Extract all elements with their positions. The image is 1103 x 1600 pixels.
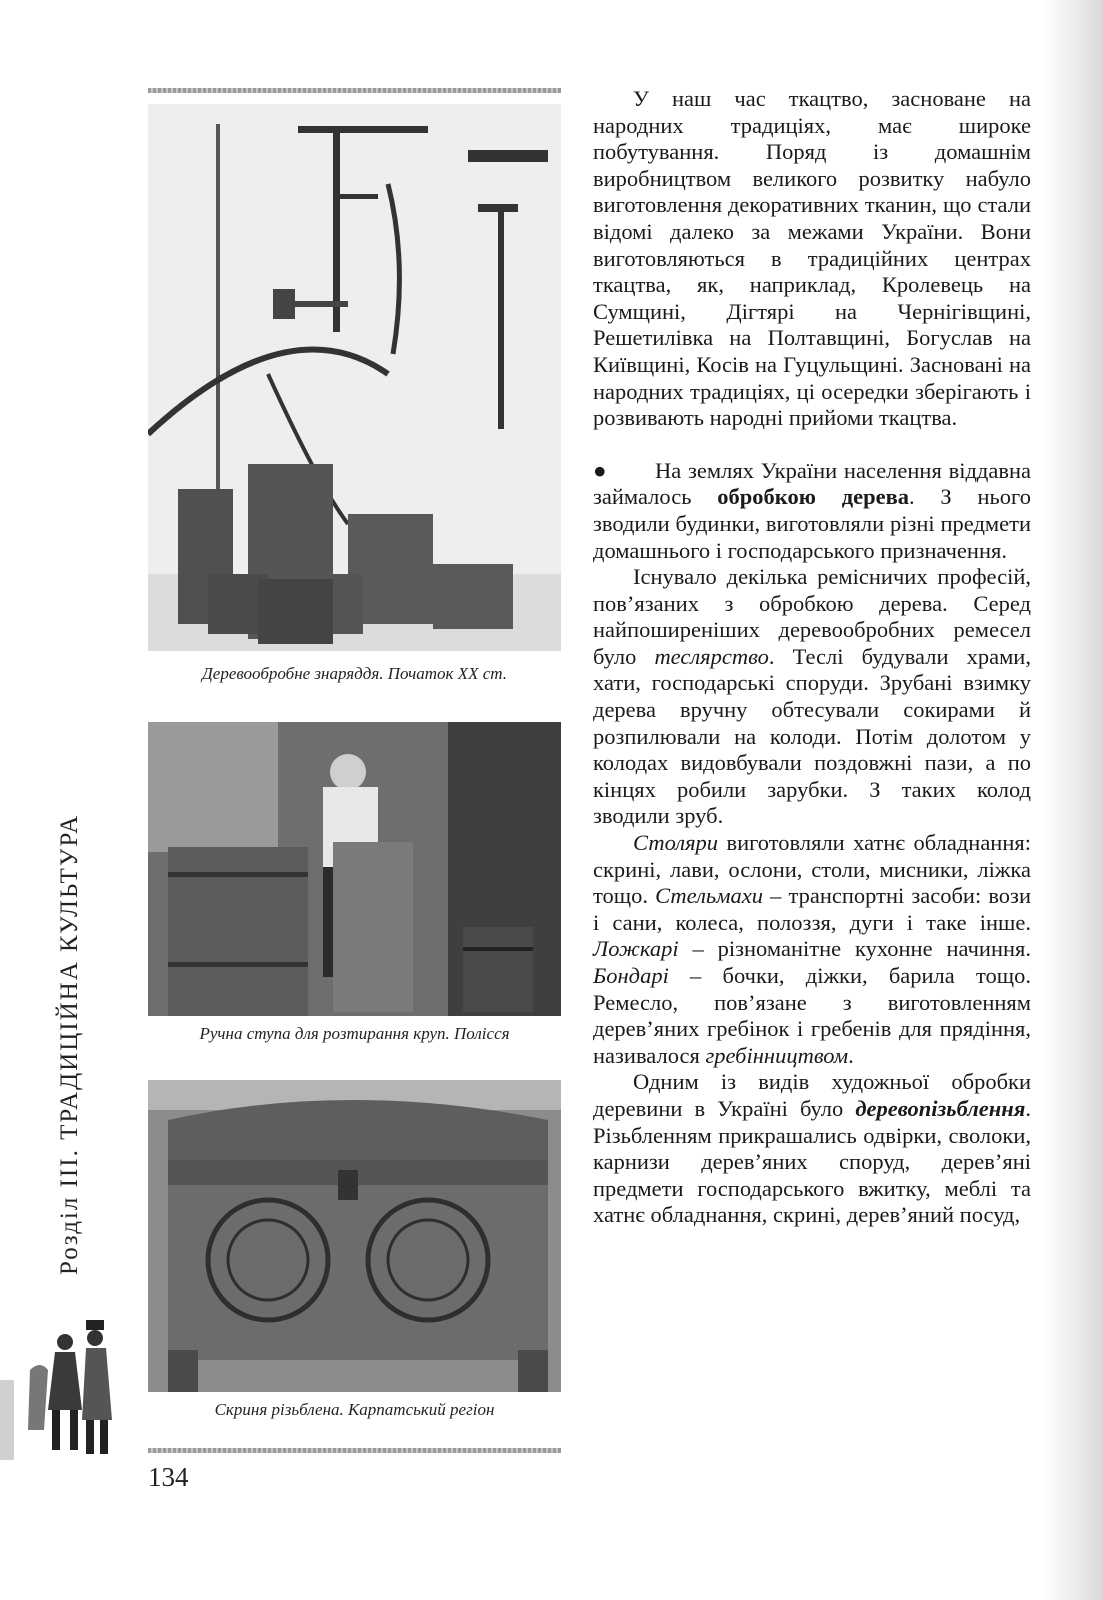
body-text-column [593, 86, 1031, 1229]
term-joiners: Столяри [633, 830, 719, 856]
page-number: 134 [148, 1462, 189, 1492]
paragraph-carpentry: Існувало декілька ремісничих професій, пов’язаних з обробкою дерева. Серед найпоширеніших деревообробних ремесел було теслярство. Теслі будували храми, хати, господарські споруди. Зрубані взимку дерева вручну обтесували сокирами й розпилювали на колоди. Потім долотом у колодах видовбували поздовжні пази, а по кінцях робили зарубки. З таких колод зводили зруб. [593, 564, 1031, 829]
top-rule [148, 88, 561, 93]
paragraph-woodworking-intro: ● На землях України населення віддавна займалось обробкою дерева. З нього зводили будинки, виготовляли різні предмети домашнього і господарського призначення. [593, 457, 1031, 563]
paragraph-woodcarving: Одним із видів художньої обробки деревини в Україні було деревопізьблення. Різьбленням прикрашались одвірки, сволоки, карнизи дерев’яних споруд, дерев’яні предмети господарського вжитку, меблі та хатнє обладнання, скрині, дерев’яний посуд, [593, 1069, 1031, 1228]
term-spoonmakers: Ложкарі [593, 936, 679, 962]
term-coopers: Бондарі [593, 963, 669, 988]
caption-carved-chest: Скриня різьблена. Карпатський регіон [214, 1400, 495, 1419]
term-combmaking: гребінництвом [705, 1042, 849, 1068]
folk-costume-figures-icon [0, 1320, 130, 1460]
term-wheelwrights: Стельмахи [655, 883, 764, 909]
term-carpentry: теслярство [654, 643, 769, 669]
paragraph-weaving: У наш час ткацтво, засноване на народних традиціях, має широке побутування. Поряд із домашнім виробництвом великого розвитку набуло виготовлення декоративних тканин, що стали відомі далеко за межами України. Вони виготовляються в традиційних центрах ткацтва, як, наприклад, Кролевець на Сумщині, Дігтярі на Чернігівщині, Решетилівка на Полтавщині, Богуслав на Київщині, Косів на Гуцульщині. Засновані на народних традиціях, ці осередки зберігають і розвивають народні прийоми ткацтва. [593, 86, 1031, 431]
woodworking-tools-photo [148, 104, 561, 651]
paragraph-crafts: Столяри виготовляли хатнє обладнання: скрині, лави, ослони, столи, мисники, ліжка тощо. Стельмахи – транспортні засоби: вози і сани, колеса, полоззя, дуги і таке інше. Ложкарі – різноманітне кухонне начиння. Бондарі – бочки, діжки, барила тощо. Ремесло, пов’язане з виготовленням дерев’яних гребінок і гребенів для прядіння, називалося гребінництвом. [593, 830, 1031, 1068]
caption-woodworking-tools: Деревообробне знаряддя. Початок XX ст. [201, 664, 507, 683]
bullet-icon: ● [593, 457, 607, 483]
bottom-rule [148, 1448, 561, 1453]
hand-mortar-photo [148, 722, 561, 1016]
term-woodworking: обробкою дерева [717, 484, 909, 510]
caption-hand-mortar: Ручна ступа для розтирання круп. Полісся [199, 1024, 510, 1043]
term-woodcarving: деревопізьблення [855, 1095, 1026, 1121]
carved-chest-photo [148, 1080, 561, 1392]
page-gutter-shadow [1043, 0, 1103, 1600]
section-title-vertical: Розділ ІІІ. ТРАДИЦІЙНА КУЛЬТУРА [56, 813, 83, 1275]
